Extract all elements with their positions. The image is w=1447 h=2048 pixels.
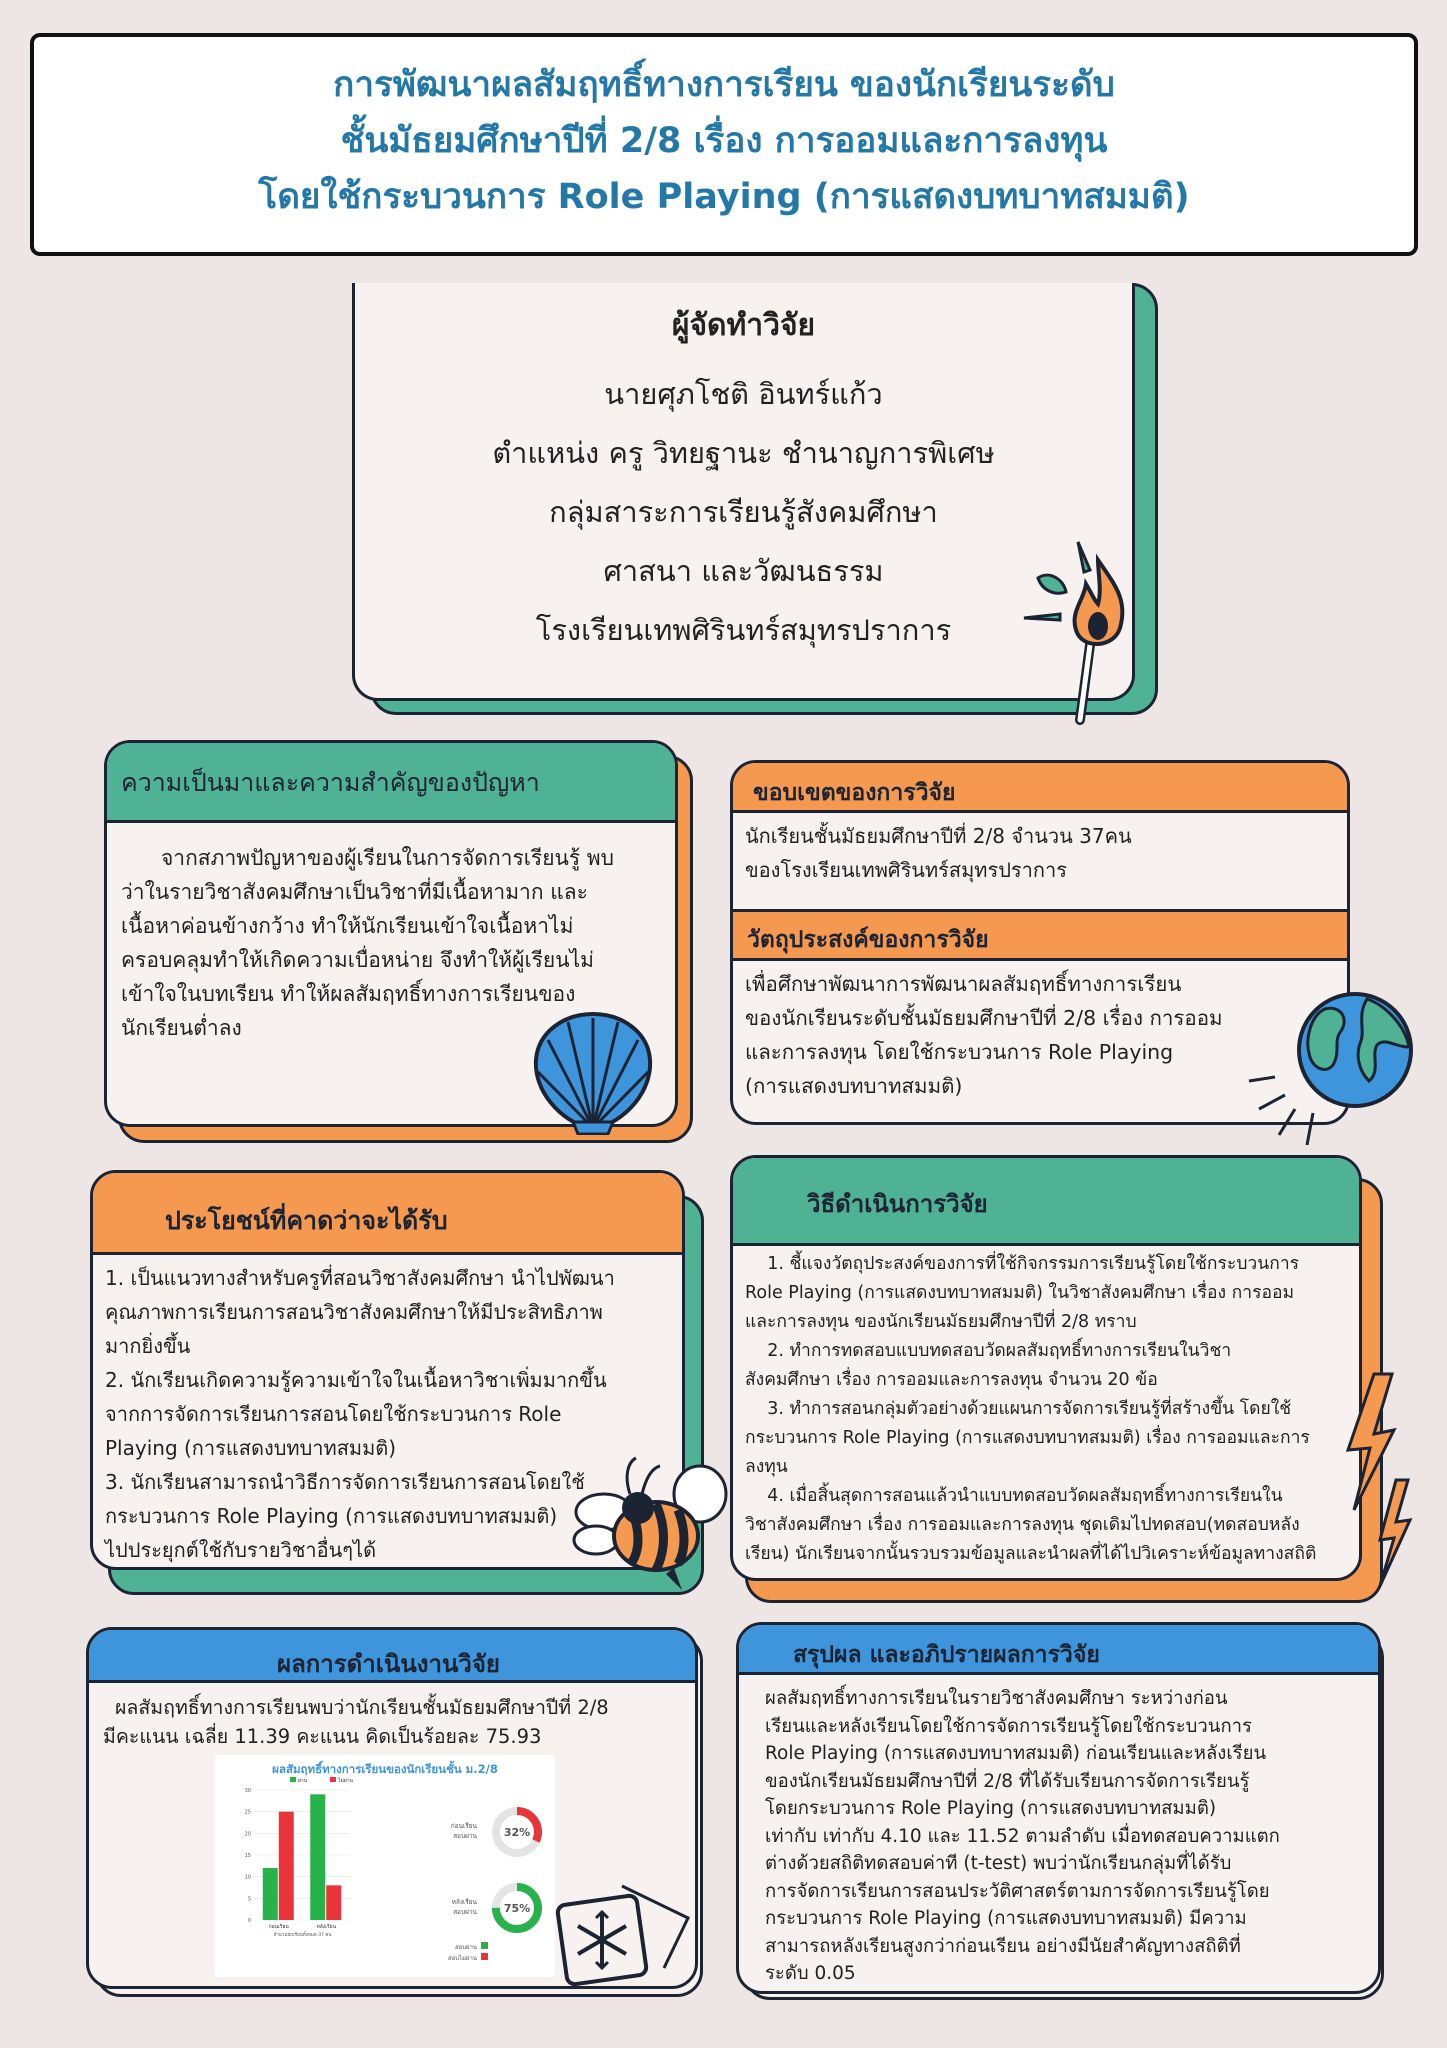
objective-line-1: เพื่อศึกษาพัฒนาการพัฒนาผลสัมฤทธิ์ทางการเรียน bbox=[745, 972, 1182, 996]
x-tick-label-1: ก่อนเรียน bbox=[268, 1924, 289, 1930]
method-line-4: 2. ทำการทดสอบแบบทดสอบวัดผลสัมฤทธิ์ทางการเรียนในวิชา bbox=[745, 1341, 1232, 1361]
benefits-line-7: 3. นักเรียนสามารถนำวิธีการจัดการเรียนการสอนโดยใช้ bbox=[105, 1470, 585, 1494]
conclusion-line-8: การจัดการเรียนการสอนประวัติศาสตร์ตามการจัดการเรียนรู้โดย bbox=[765, 1880, 1270, 1902]
conclusion-line-6: เท่ากับ เท่ากับ 4.10 และ 11.52 ตามลำดับ เมื่อทดสอบความแตก bbox=[765, 1825, 1280, 1847]
legend-swatch-2 bbox=[330, 1777, 336, 1782]
bar-หลังเรียน-ผ่าน bbox=[310, 1794, 325, 1920]
bar-ก่อนเรียน-ไม่ผ่าน bbox=[279, 1812, 294, 1920]
y-tick-label-2: 10 bbox=[244, 1874, 251, 1881]
y-tick-label-3: 15 bbox=[244, 1853, 251, 1859]
bottom-legend-label-2: สอบไม่ผ่าน bbox=[447, 1955, 477, 1962]
y-tick-label-5: 25 bbox=[244, 1809, 251, 1816]
author-school: โรงเรียนเทพศิรินทร์สมุทรปราการ bbox=[535, 613, 952, 647]
author-name: นายศุภโชติ อินทร์แก้ว bbox=[604, 377, 883, 411]
bottom-legend-swatch-1 bbox=[481, 1942, 488, 1949]
benefits-line-8: กระบวนการ Role Playing (การแสดงบทบาทสมมติ) bbox=[105, 1504, 558, 1528]
x-axis-label: จำนวนนักเรียนทั้งหมด 37 คน bbox=[273, 1933, 332, 1938]
method-line-5: สังคมศึกษา เรื่อง การออมและการลงทุน จำนวน 20 ข้อ bbox=[745, 1370, 1158, 1390]
background-heading: ความเป็นมาและความสำคัญของปัญหา bbox=[121, 768, 540, 797]
y-tick-label-0: 0 bbox=[247, 1918, 251, 1924]
donut-value-2: 75% bbox=[503, 1902, 531, 1915]
legend-label-2: ไม่ผ่าน bbox=[338, 1778, 353, 1784]
results-chart bbox=[215, 1755, 555, 1977]
conclusion-heading: สรุปผล และอภิปรายผลการวิจัย bbox=[793, 1642, 1100, 1668]
objective-line-3: และการลงทุน โดยใช้กระบวนการ Role Playing bbox=[745, 1040, 1174, 1064]
x-tick-label-2: หลังเรียน bbox=[316, 1924, 337, 1930]
method-heading: วิธีดำเนินการวิจัย bbox=[807, 1190, 988, 1218]
method-heading-bar bbox=[733, 1158, 1359, 1246]
results-heading: ผลการดำเนินงานวิจัย bbox=[277, 1650, 500, 1678]
method-line-10: วิชาสังคมศึกษา เรื่อง การออมและการลงทุน ชุดเดิมไปทดสอบ(ทดสอบหลัง bbox=[745, 1515, 1300, 1535]
y-tick-label-1: 5 bbox=[247, 1896, 251, 1903]
benefits-line-3: มากยิ่งขึ้น bbox=[105, 1334, 191, 1358]
results-line-2: มีคะแนน เฉลี่ย 11.39 คะแนน คิดเป็นร้อยละ 75.93 bbox=[103, 1725, 542, 1748]
scope-heading-bar bbox=[733, 763, 1347, 813]
match-flame-icon bbox=[1020, 530, 1150, 730]
conclusion-heading-bar bbox=[739, 1625, 1378, 1675]
objective-heading-bar bbox=[733, 909, 1347, 961]
bottom-legend-label-1: สอบผ่าน bbox=[454, 1944, 477, 1951]
benefits-line-9: ไปประยุกต์ใช้กับรายวิชาอื่นๆได้ bbox=[105, 1538, 377, 1562]
donut-label-1-b: สอบผ่าน bbox=[453, 1832, 477, 1840]
conclusion-line-3: Role Playing (การแสดงบทบาทสมมติ) ก่อนเรียนและหลังเรียน bbox=[765, 1743, 1267, 1764]
benefits-heading-bar bbox=[93, 1173, 682, 1255]
conclusion-line-11: ระดับ 0.05 bbox=[765, 1963, 856, 1984]
title-line-2: ชั้นมัธยมศึกษาปีที่ 2/8 เรื่อง การออมและการลงทุน bbox=[340, 121, 1108, 161]
benefits-heading: ประโยชน์ที่คาดว่าจะได้รับ bbox=[165, 1206, 448, 1235]
title-line-1: การพัฒนาผลสัมฤทธิ์ทางการเรียน ของนักเรียนระดับ bbox=[333, 65, 1115, 105]
title-line-3: โดยใช้กระบวนการ Role Playing (การแสดงบทบาทสมมติ) bbox=[258, 177, 1190, 217]
title-box bbox=[30, 33, 1418, 256]
conclusion-line-1: ผลสัมฤทธิ์ทางการเรียนในรายวิชาสังคมศึกษา ระหว่างก่อน bbox=[765, 1688, 1228, 1709]
seashell-icon bbox=[528, 1010, 658, 1135]
y-tick-label-4: 20 bbox=[244, 1831, 251, 1838]
method-line-7: กระบวนการ Role Playing (การแสดงบทบาทสมมติ) เรื่อง การออมและการ bbox=[745, 1428, 1310, 1448]
background-heading-bar bbox=[107, 743, 675, 823]
conclusion-line-10: สามารถหลังเรียนสูงกว่าก่อนเรียน อย่างมีนัยสำคัญทางสถิติที่ bbox=[765, 1935, 1241, 1957]
y-tick-label-6: 30 bbox=[244, 1788, 251, 1794]
background-line-4: ครอบคลุมทำให้เกิดความเบื่อหน่าย จึงทำให้ผู้เรียนไม่ bbox=[121, 948, 594, 972]
background-line-1: จากสภาพปัญหาของผู้เรียนในการจัดการเรียนรู้ พบ bbox=[161, 846, 614, 870]
benefits-line-1: 1. เป็นแนวทางสำหรับครูที่สอนวิชาสังคมศึกษา นำไปพัฒนา bbox=[105, 1266, 615, 1290]
benefits-line-2: คุณภาพการเรียนการสอนวิชาสังคมศึกษาให้มีประสิทธิภาพ bbox=[105, 1300, 603, 1324]
conclusion-line-5: โดยกระบวนการ Role Playing (การแสดงบทบาทสมมติ) bbox=[765, 1798, 1217, 1819]
method-card bbox=[730, 1155, 1362, 1581]
scope-heading: ขอบเขตของการวิจัย bbox=[753, 780, 956, 806]
method-line-11: เรียน) นักเรียนจากนั้นรวบรวมข้อมูลและนำผลที่ได้ไปวิเคราะห์ข้อมูลทางสถิติ bbox=[745, 1544, 1317, 1564]
benefits-line-6: Playing (การแสดงบทบาทสมมติ) bbox=[105, 1436, 397, 1460]
conclusion-line-7: ต่างด้วยสถิติทดสอบค่าที (t-test) พบว่านักเรียนกลุ่มที่ได้รับ bbox=[765, 1853, 1232, 1874]
bee-icon bbox=[570, 1450, 735, 1605]
author-position: ตำแหน่ง ครู วิทยฐานะ ชำนาญการพิเศษ bbox=[492, 436, 995, 470]
donut-label-2-b: สอบผ่าน bbox=[453, 1908, 477, 1916]
background-line-5: เข้าใจในบทเรียน ทำให้ผลสัมฤทธิ์ทางการเรียนของ bbox=[121, 982, 576, 1006]
objective-line-4: (การแสดงบทบาทสมมติ) bbox=[745, 1074, 963, 1098]
method-line-2: Role Playing (การแสดงบทบาทสมมติ) ในวิชาสังคมศึกษา เรื่อง การออม bbox=[745, 1283, 1295, 1303]
chart-title: ผลสัมฤทธิ์ทางการเรียนของนักเรียนชั้น ม.2/8 bbox=[272, 1762, 498, 1776]
snowflake-frame-icon bbox=[548, 1868, 698, 1993]
scope-line-2: ของโรงเรียนเทพศิรินทร์สมุทรปราการ bbox=[745, 858, 1067, 882]
bar-หลังเรียน-ไม่ผ่าน bbox=[326, 1885, 341, 1920]
scope-line-1: นักเรียนชั้นมัธยมศึกษาปีที่ 2/8 จำนวน 37คน bbox=[745, 824, 1132, 848]
method-line-6: 3. ทำการสอนกลุ่มตัวอย่างด้วยแผนการจัดการเรียนรู้ที่สร้างขึ้น โดยใช้ bbox=[745, 1399, 1292, 1419]
globe-icon bbox=[1245, 985, 1425, 1155]
legend-label-1: ผ่าน bbox=[298, 1778, 308, 1784]
author-department-2: ศาสนา และวัฒนธรรม bbox=[603, 554, 884, 588]
author-heading: ผู้จัดทำวิจัย bbox=[671, 308, 816, 343]
conclusion-line-2: เรียนและหลังเรียนโดยใช้การจัดการเรียนรู้โดยใช้กระบวนการ bbox=[765, 1715, 1252, 1737]
lightning-icon bbox=[1340, 1370, 1420, 1590]
author-card bbox=[352, 283, 1135, 701]
results-chart-panel bbox=[215, 1755, 555, 1977]
bar-ก่อนเรียน-ผ่าน bbox=[263, 1868, 278, 1920]
objective-line-2: ของนักเรียนระดับชั้นมัธยมศึกษาปีที่ 2/8 เรื่อง การออม bbox=[745, 1006, 1223, 1030]
results-heading-bar bbox=[89, 1630, 695, 1683]
conclusion-line-4: ของนักเรียนมัธยมศึกษาปีที่ 2/8 ที่ได้รับเรียนการจัดการเรียนรู้ bbox=[765, 1770, 1250, 1792]
author-department: กลุ่มสาระการเรียนรู้สังคมศึกษา bbox=[549, 495, 938, 529]
method-line-9: 4. เมื่อสิ้นสุดการสอนแล้วนำแบบทดสอบวัดผลสัมฤทธิ์ทางการเรียนใน bbox=[745, 1486, 1283, 1506]
method-line-3: และการลงทุน ของนักเรียนมัธยมศึกษาปีที่ 2/8 ทราบ bbox=[745, 1312, 1137, 1332]
conclusion-line-9: กระบวนการ Role Playing (การแสดงบทบาทสมมติ) มีความ bbox=[765, 1908, 1247, 1929]
objective-heading: วัตถุประสงค์ของการวิจัย bbox=[747, 927, 989, 953]
conclusion-card bbox=[736, 1622, 1381, 1994]
benefits-line-5: จากการจัดการเรียนการสอนโดยใช้กระบวนการ Role bbox=[105, 1402, 562, 1426]
method-line-8: ลงทุน bbox=[745, 1457, 788, 1477]
background-line-3: เนื้อหาค่อนข้างกว้าง ทำให้นักเรียนเข้าใจเนื้อหาไม่ bbox=[121, 914, 574, 938]
donut-label-2-a: หลังเรียน bbox=[451, 1898, 477, 1906]
background-line-2: ว่าในรายวิชาสังคมศึกษาเป็นวิชาที่มีเนื้อหามาก และ bbox=[121, 880, 588, 904]
background-line-6: นักเรียนต่ำลง bbox=[121, 1016, 242, 1040]
legend-swatch-1 bbox=[290, 1777, 296, 1782]
donut-label-1-a: ก่อนเรียน bbox=[450, 1822, 477, 1830]
method-line-1: 1. ชี้แจงวัตถุประสงค์ของการที่ใช้กิจกรรมการเรียนรู้โดยใช้กระบวนการ bbox=[745, 1254, 1300, 1274]
results-line-1: ผลสัมฤทธิ์ทางการเรียนพบว่านักเรียนชั้นมัธยมศึกษาปีที่ 2/8 bbox=[115, 1696, 609, 1719]
donut-value-1: 32% bbox=[503, 1826, 531, 1839]
benefits-line-4: 2. นักเรียนเกิดความรู้ความเข้าใจในเนื้อหาวิชาเพิ่มมากขึ้น bbox=[105, 1368, 607, 1392]
bottom-legend-swatch-2 bbox=[481, 1953, 488, 1960]
